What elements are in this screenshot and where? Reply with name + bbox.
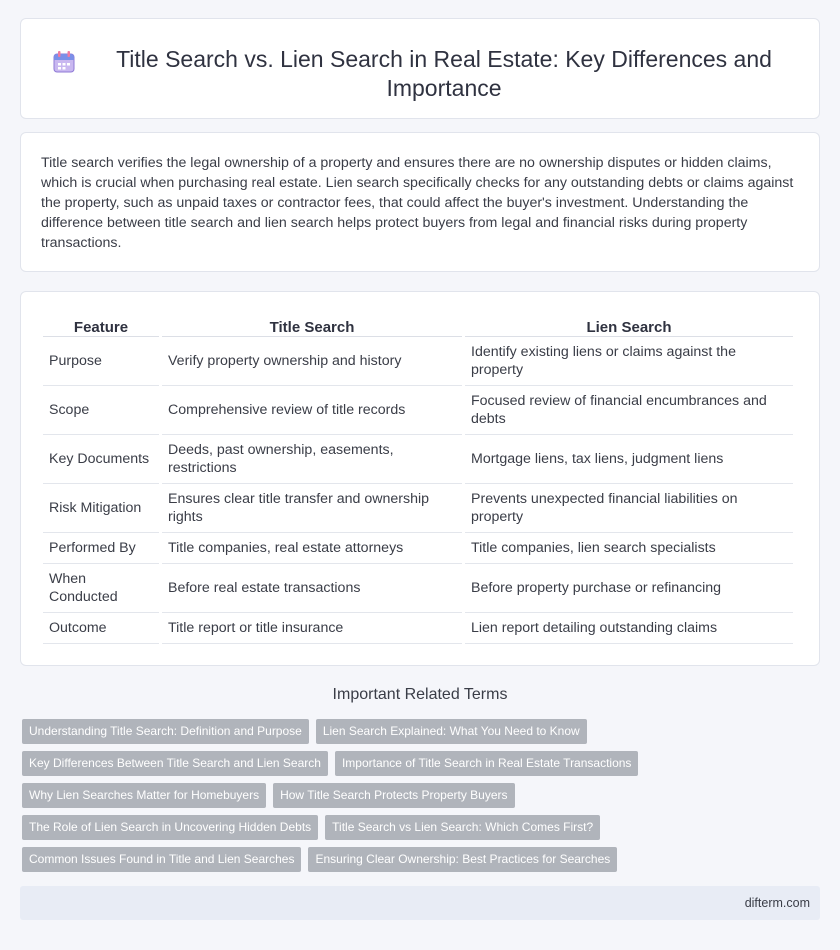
related-term-tag[interactable]: Lien Search Explained: What You Need to Know xyxy=(316,719,587,744)
table-cell: Prevents unexpected financial liabilities on property xyxy=(465,484,793,533)
related-term-tag[interactable]: Why Lien Searches Matter for Homebuyers xyxy=(22,783,266,808)
table-cell: Key Documents xyxy=(43,435,159,484)
table-header-row xyxy=(43,312,793,337)
table-cell: Comprehensive review of title records xyxy=(162,386,462,435)
table-row xyxy=(43,435,793,484)
table-row xyxy=(43,613,793,644)
intro-text: Title search verifies the legal ownership of a property and ensures there are no ownership disputes or hidden claims, which is crucial when purchasing real estate. Lien search specifically checks for any outstanding debts or claims against the property, such as unpaid taxes or contractor fees, that could affect the buyer's investment. Understanding the difference between title search and lien search helps protect buyers from legal and financial risks during property transactions. xyxy=(41,155,794,251)
header-card xyxy=(20,18,820,119)
related-term-tag[interactable]: The Role of Lien Search in Uncovering Hidden Debts xyxy=(22,815,318,840)
table-cell: Identify existing liens or claims against the property xyxy=(465,337,793,386)
intro-card xyxy=(20,132,820,272)
table-cell: Ensures clear title transfer and ownership rights xyxy=(162,484,462,533)
table-row xyxy=(43,386,793,435)
related-term-tag[interactable]: Importance of Title Search in Real Estate Transactions xyxy=(335,751,638,776)
table-cell: Deeds, past ownership, easements, restrictions xyxy=(162,435,462,484)
related-term-tag[interactable]: Title Search vs Lien Search: Which Comes First? xyxy=(325,815,600,840)
table-cell: Outcome xyxy=(43,613,159,644)
table-cell: Verify property ownership and history xyxy=(162,337,462,386)
footer-site-link[interactable]: difterm.com xyxy=(744,896,810,910)
table-cell: Before real estate transactions xyxy=(162,564,462,613)
related-term-tag[interactable]: How Title Search Protects Property Buyers xyxy=(273,783,514,808)
table-row xyxy=(43,564,793,613)
comparison-table xyxy=(40,312,796,644)
related-term-tag[interactable]: Understanding Title Search: Definition and Purpose xyxy=(22,719,309,744)
footer xyxy=(20,886,820,920)
table-header-lien-search: Lien Search xyxy=(465,312,793,337)
related-term-tag[interactable]: Common Issues Found in Title and Lien Searches xyxy=(22,847,301,872)
comparison-table-card xyxy=(20,291,820,666)
table-cell: Focused review of financial encumbrances and debts xyxy=(465,386,793,435)
table-cell: Mortgage liens, tax liens, judgment liens xyxy=(465,435,793,484)
table-cell: Before property purchase or refinancing xyxy=(465,564,793,613)
related-terms-list xyxy=(22,719,822,879)
table-cell: When Conducted xyxy=(43,564,159,613)
table-cell: Title companies, real estate attorneys xyxy=(162,533,462,564)
table-row xyxy=(43,337,793,386)
table-header-feature: Feature xyxy=(43,312,159,337)
table-cell: Performed By xyxy=(43,533,159,564)
table-row xyxy=(43,533,793,564)
table-cell: Title companies, lien search specialists xyxy=(465,533,793,564)
related-term-tag[interactable]: Key Differences Between Title Search and Lien Search xyxy=(22,751,328,776)
table-header-title-search: Title Search xyxy=(162,312,462,337)
related-terms-title: Important Related Terms xyxy=(332,686,508,703)
table-row xyxy=(43,484,793,533)
table-cell: Risk Mitigation xyxy=(43,484,159,533)
table-cell: Lien report detailing outstanding claims xyxy=(465,613,793,644)
page-title: Title Search vs. Lien Search in Real Estate: Key Differences and Importance xyxy=(116,46,772,101)
calendar-icon xyxy=(51,49,77,75)
table-cell: Scope xyxy=(43,386,159,435)
table-cell: Title report or title insurance xyxy=(162,613,462,644)
related-term-tag[interactable]: Ensuring Clear Ownership: Best Practices for Searches xyxy=(308,847,617,872)
table-cell: Purpose xyxy=(43,337,159,386)
